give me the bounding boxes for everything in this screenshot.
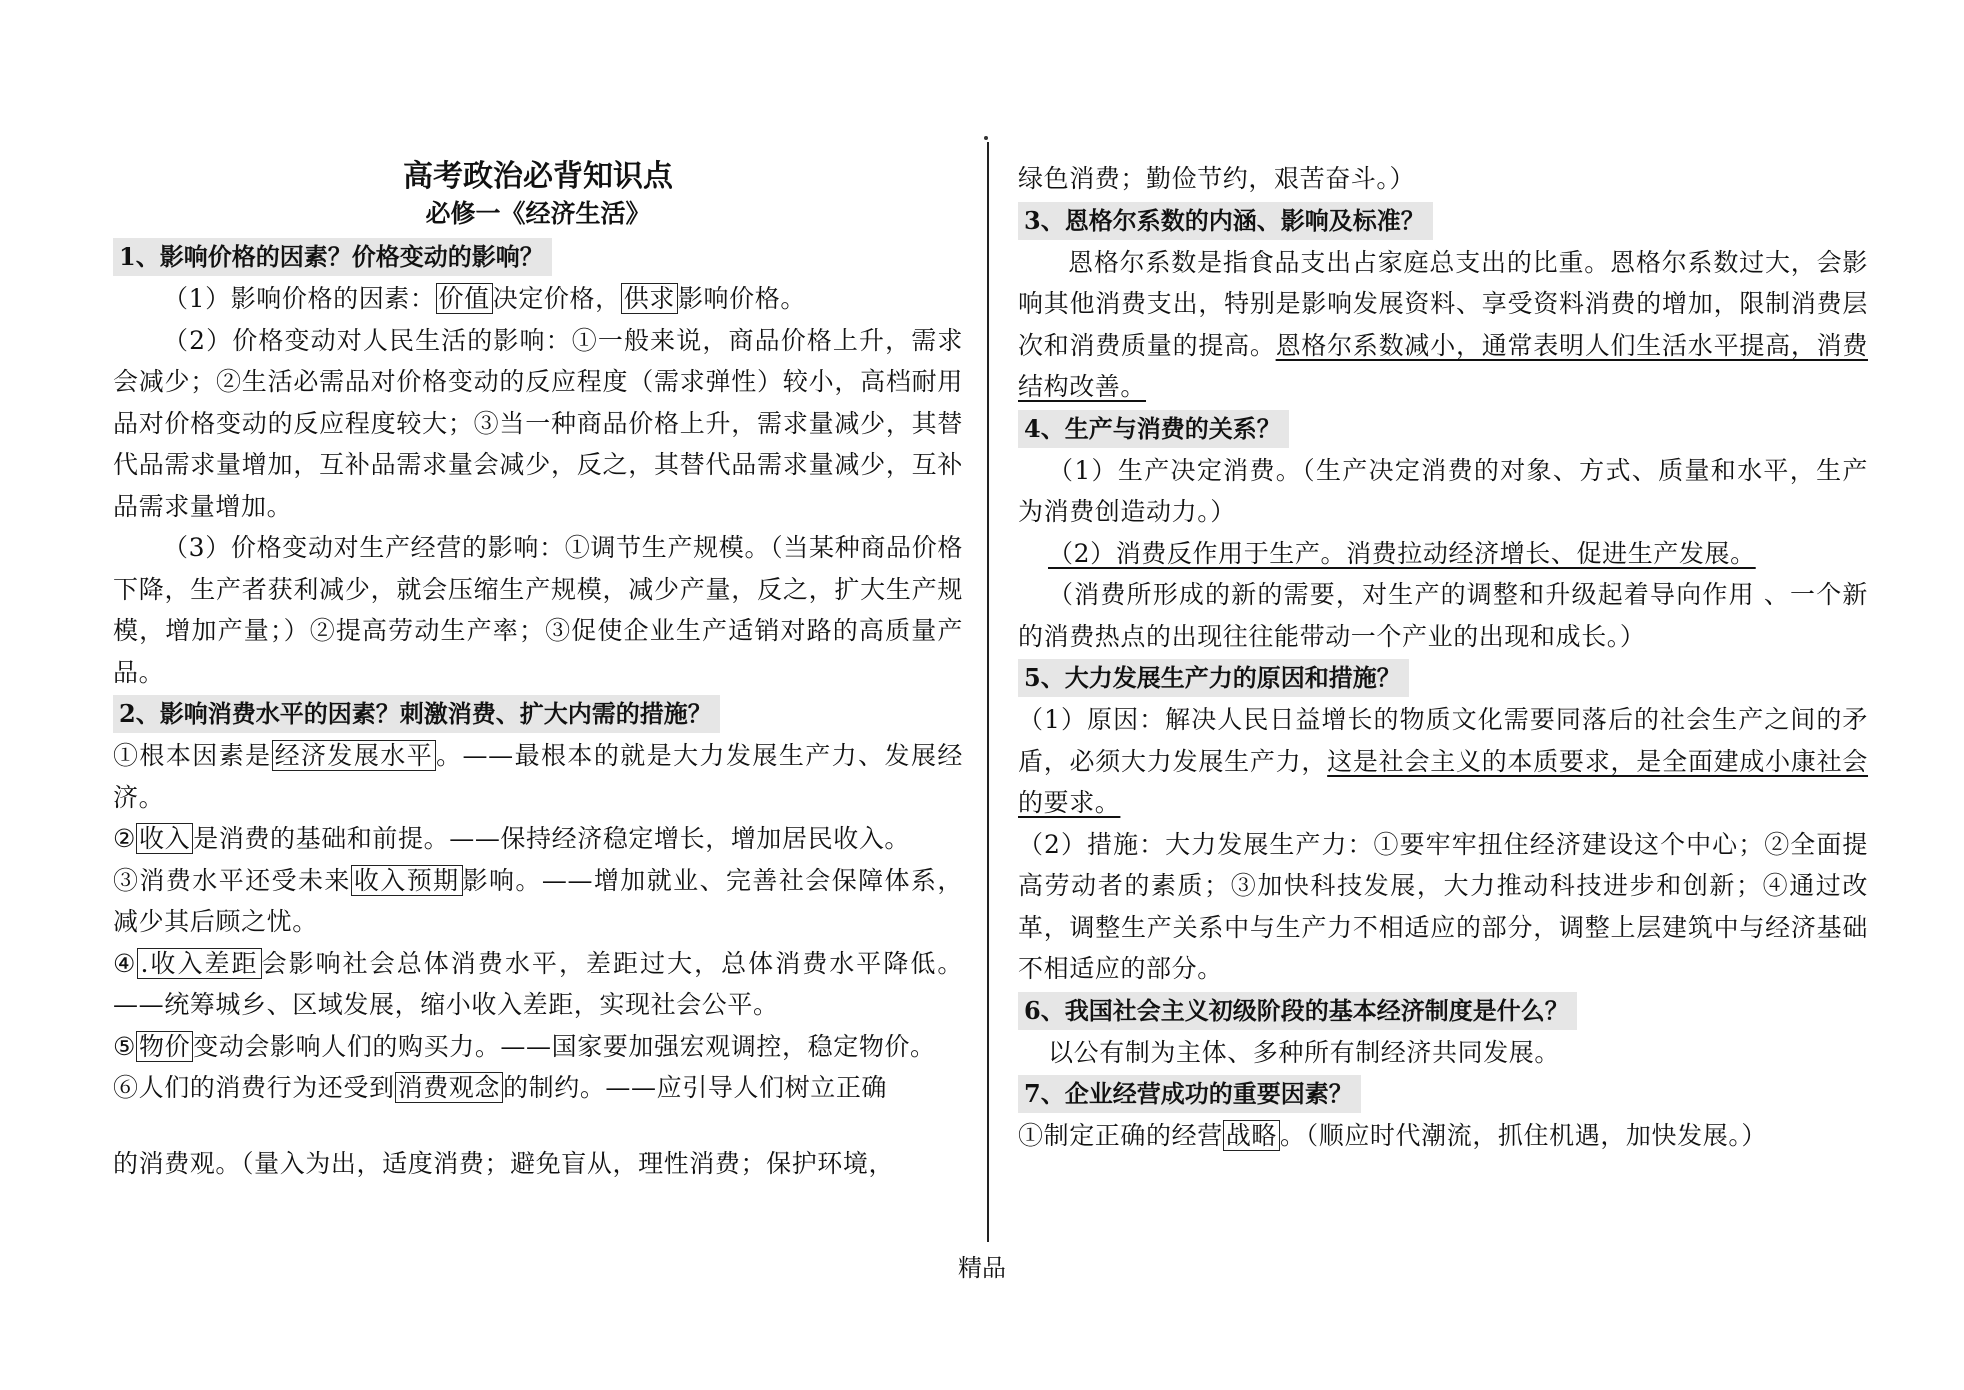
column-divider xyxy=(987,142,989,1242)
q4-paragraph-1: （1）生产决定消费。（生产决定消费的对象、方式、质量和水平，生产为消费创造动力。） xyxy=(1018,455,1868,526)
q5-paragraph-1 xyxy=(1018,699,1868,824)
text-span: 影响价格。 xyxy=(677,284,806,313)
boxed-term-supply-demand: 供求 xyxy=(621,283,678,314)
top-dot xyxy=(984,136,988,140)
q2-item-3 xyxy=(113,860,963,943)
text-span: 变动会影响人们的购买力。——国家要加强宏观调控，稳定物价。 xyxy=(193,1031,936,1061)
q1-paragraph-1 xyxy=(113,278,963,320)
text-span: （1）影响价格的因素： xyxy=(163,284,436,313)
q2-item-6 xyxy=(113,1067,963,1109)
text-span: 是消费的基础和前提。——保持经济稳定增长，增加居民收入。 xyxy=(193,824,911,853)
q1-paragraph-2: （2）价格变动对人民生活的影响：①一般来说，商品价格上升，需求会减少；②生活必需品对价格变动的反应程度（需求弹性）较小，高档耐用品对价格变动的反应程度较大；③当一种商品价格上升，需求量减少，其替代品需求量增加，互补品需求量会减少，反之，其替代品需求量减少，互补品需求量增加。 xyxy=(113,325,963,521)
text-span: 。（顺应时代潮流，抓住机遇，加快发展。） xyxy=(1280,1121,1768,1150)
underlined-text: 恩格尔系数减小，通常表明人们生活水平提高，消费结构改善。 xyxy=(1018,330,1868,401)
text-span: ④ xyxy=(113,948,138,978)
text-span: ⑤ xyxy=(113,1031,137,1061)
page-title: 高考政治必背知识点 xyxy=(403,159,673,194)
text-span: ①制定正确的经营 xyxy=(1018,1121,1223,1150)
q5-paragraph-2: （2）措施：大力发展生产力：①要牢牢扭住经济建设这个中心；②全面提高劳动者的素质；③加快科技发展，大力推动科技进步和创新；④通过改革，调整生产关系中与生产力不相适应的部分，调整上层建筑中与经济基础不相适应的部分。 xyxy=(1018,829,1868,983)
boxed-term-value: 价值 xyxy=(436,283,493,314)
q2-item-2 xyxy=(113,818,963,860)
text-span: ①根本因素是 xyxy=(113,741,272,770)
q2-item-6-continued: 的消费观。（量入为出，适度消费；避免盲从，理性消费；保护环境， xyxy=(113,1148,895,1178)
boxed-term: 收入 xyxy=(136,823,193,854)
question-2-heading: 2、影响消费水平的因素？刺激消费、扩大内需的措施？ xyxy=(113,695,720,733)
text-span: 决定价格， xyxy=(492,284,621,313)
q4-paragraph-3: （消费所形成的新的需要，对生产的调整和升级起着导向作用 、一个新的消费热点的出现往往能带动一个产业的出现和成长。） xyxy=(1018,580,1868,651)
continued-text: 绿色消费；勤俭节约，艰苦奋斗。） xyxy=(1018,164,1416,193)
q4-paragraph-2 xyxy=(1018,533,1868,575)
boxed-term: 物价 xyxy=(136,1031,193,1062)
question-3-heading: 3、恩格尔系数的内涵、影响及标准？ xyxy=(1018,202,1433,240)
question-7-heading: 7、企业经营成功的重要因素？ xyxy=(1018,1075,1361,1113)
q7-paragraph xyxy=(1018,1115,1868,1157)
text-span: 会影响社会总体消费水平，差距过大，总体消费水平降低。——统筹城乡、区域发展，缩小收入差距，实现社会公平。 xyxy=(113,948,964,1019)
q1-paragraph-3: （3）价格变动对生产经营的影响：①调节生产规模。（当某种商品价格下降，生产者获利减少，就会压缩生产规模，减少产量，反之，扩大生产规模，增加产量；）②提高劳动生产率；③促使企业生产适销对路的高质量产品。 xyxy=(113,533,963,687)
page-subtitle: 必修一《经济生活》 xyxy=(425,199,651,228)
text-span: 影响。——增加就业、完善社会保障体系，减少其后顾之忧。 xyxy=(113,865,964,936)
text-span: ② xyxy=(113,824,137,853)
boxed-term: 经济发展水平 xyxy=(272,740,437,771)
boxed-term: 消费观念 xyxy=(395,1072,503,1103)
q2-item-4 xyxy=(113,943,963,1026)
text-span: （1）原因：解决人民日益增长的物质文化需要同落后的社会生产之间的矛盾，必须大力发展生产力， xyxy=(1018,705,1868,776)
question-1-heading: 1、影响价格的因素？价格变动的影响？ xyxy=(113,238,552,276)
left-column xyxy=(113,158,963,1184)
question-5-heading: 5、大力发展生产力的原因和措施？ xyxy=(1018,659,1409,697)
text-span: 恩格尔系数是指食品支出占家庭总支出的比重。恩格尔系数过大，会影响其他消费支出，特别是影响发展资料、享受资料消费的增加，限制消费层次和消费质量的提高。 xyxy=(1018,247,1868,360)
boxed-term: .收入差距 xyxy=(137,948,261,979)
q3-paragraph xyxy=(1018,242,1868,408)
underlined-text: 这是社会主义的本质要求，是全面建成小康社会的要求。 xyxy=(1018,746,1869,817)
text-span: 。——最根本的就是大力发展生产力、发展经济。 xyxy=(113,741,963,812)
underlined-text: （2）消费反作用于生产。消费拉动经济增长、促进生产发展。 xyxy=(1048,538,1756,568)
text-span: ⑥人们的消费行为还受到 xyxy=(113,1073,395,1102)
q2-item-5 xyxy=(113,1026,963,1068)
question-4-heading: 4、生产与消费的关系？ xyxy=(1018,410,1289,448)
right-column xyxy=(1018,158,1868,1157)
boxed-term: 收入预期 xyxy=(351,865,463,896)
boxed-term: 战略 xyxy=(1223,1120,1280,1151)
q6-paragraph: 以公有制为主体、多种所有制经济共同发展。 xyxy=(1048,1037,1561,1067)
text-span: ③消费水平还受未来 xyxy=(113,865,351,895)
text-span: 的制约。——应引导人们树立正确 xyxy=(503,1073,888,1102)
footer-label: 精品 xyxy=(958,1254,1006,1282)
q2-item-1 xyxy=(113,735,963,818)
question-6-heading: 6、我国社会主义初级阶段的基本经济制度是什么？ xyxy=(1018,992,1577,1030)
